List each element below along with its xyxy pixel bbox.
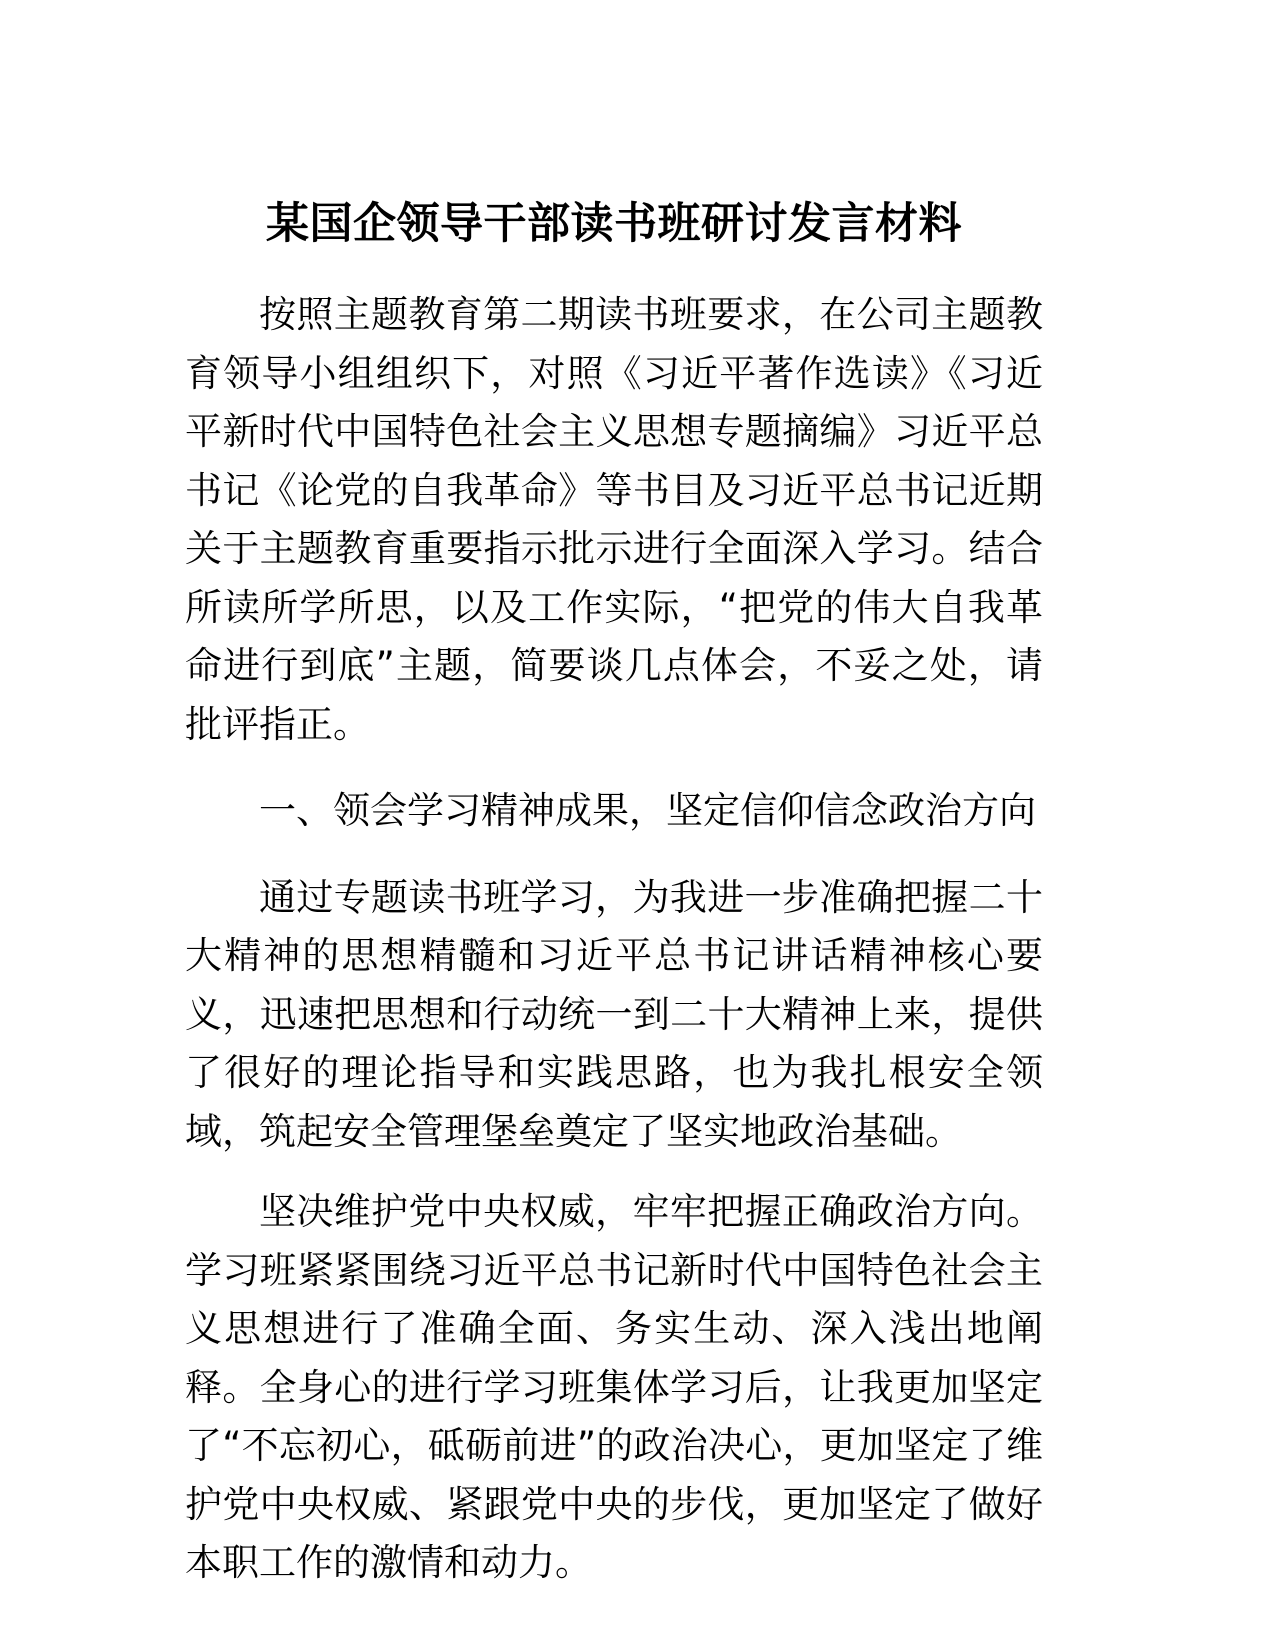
document-body: [185, 286, 1043, 1593]
page-title: 某国企领导干部读书班研讨发言材料: [266, 199, 962, 249]
spacer: [185, 841, 1043, 869]
paragraph-section-one-1: 通过专题读书班学习，为我进一步准确把握二十大精神的思想精髓和习近平总书记讲话精神核心要义，迅速把思想和行动统一到二十大精神上来，提供了很好的理论指导和实践思路，也为我扎根安全领域，筑起安全管理堡垒奠定了坚实地政治基础。: [185, 875, 1043, 1153]
spacer: [185, 754, 1043, 782]
spacer: [185, 1161, 1043, 1183]
section-heading-one: 一、领会学习精神成果，坚定信仰信念政治方向: [259, 789, 1036, 832]
document-content: [185, 0, 1043, 1593]
paragraph-section-one-2: 坚决维护党中央权威，牢牢把握正确政治方向。学习班紧紧围绕习近平总书记新时代中国特色社会主义思想进行了准确全面、务实生动、深入浅出地阐释。全身心的进行学习班集体学习后，让我更加坚定了“不忘初心，砥砺前进”的政治决心，更加坚定了维护党中央权威、紧跟党中央的步伐，更加坚定了做好本职工作的激情和动力。: [185, 1190, 1043, 1584]
paragraph-intro: 按照主题教育第二期读书班要求，在公司主题教育领导小组组织下，对照《习近平著作选读》《习近平新时代中国特色社会主义思想专题摘编》习近平总书记《论党的自我革命》等书目及习近平总书记近期关于主题教育重要指示批示进行全面深入学习。结合所读所学所思，以及工作实际，“把党的伟大自我革命进行到底”主题，简要谈几点体会，不妥之处，请批评指正。: [185, 293, 1043, 746]
